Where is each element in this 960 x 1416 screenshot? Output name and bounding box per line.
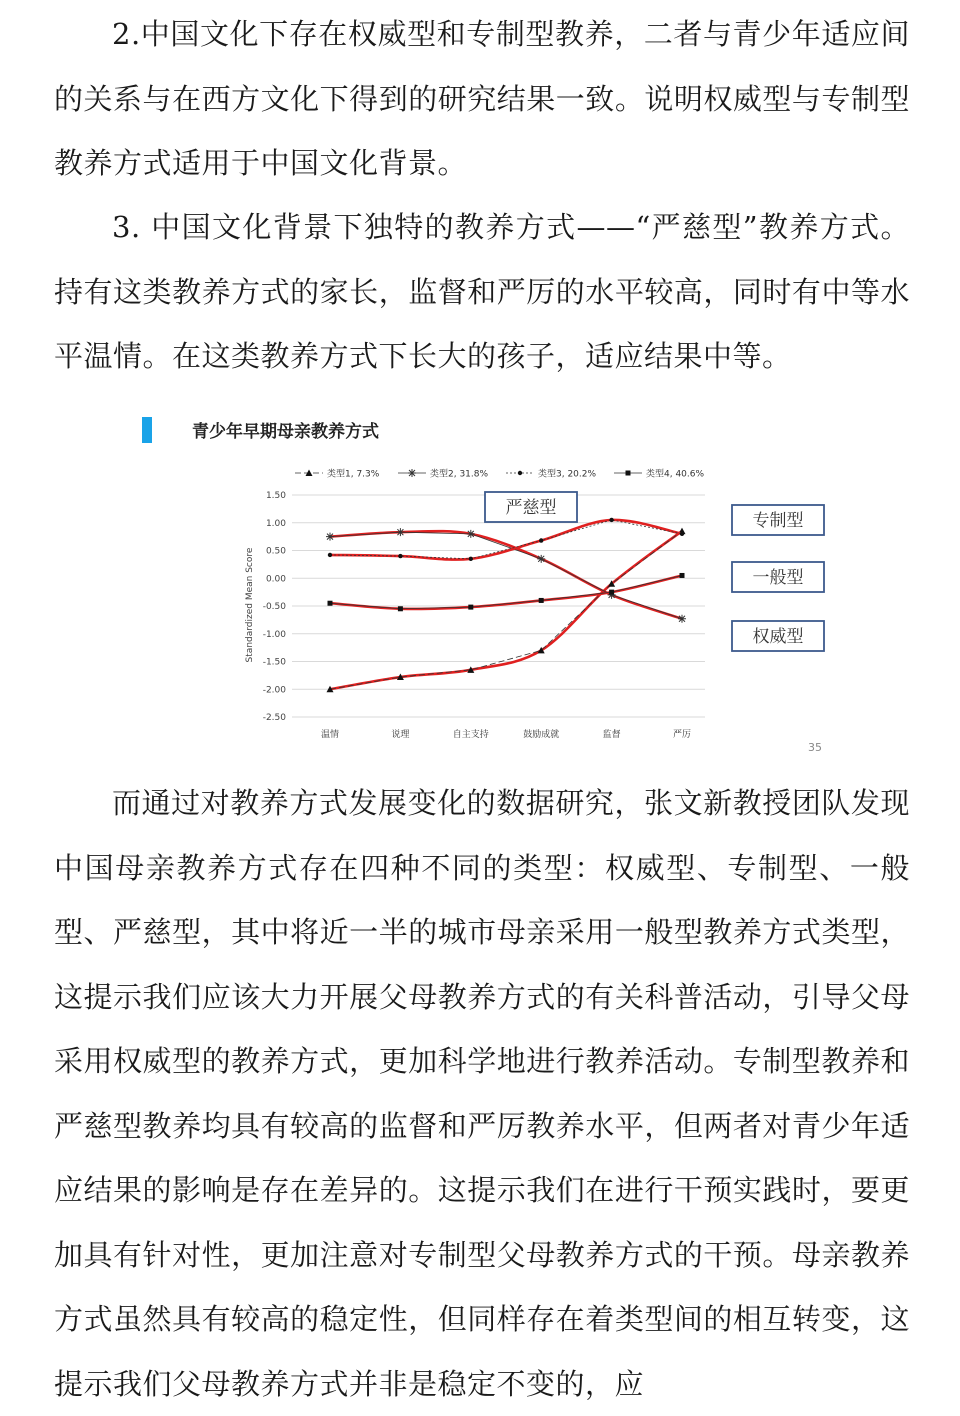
data-point (539, 598, 544, 603)
x-axis-ticks (321, 728, 691, 740)
legend-label: 类型1, 7.3% (327, 469, 380, 480)
data-point (398, 554, 402, 558)
chart-callouts (485, 492, 824, 651)
callout-label: 权威型 (752, 627, 804, 647)
x-tick-label: 监督 (602, 730, 621, 740)
chart-title: 青少年早期母亲教养方式 (192, 422, 379, 442)
callout-label: 专制型 (752, 511, 804, 531)
series-line-red (330, 520, 682, 560)
line-chart (140, 405, 840, 760)
y-tick-label: -0.50 (262, 602, 286, 612)
data-point (328, 553, 332, 557)
data-point (678, 615, 686, 623)
data-point (328, 601, 333, 606)
x-tick-label: 温情 (320, 730, 340, 740)
y-axis-label: Standardized Mean Score (245, 547, 255, 663)
callout-label: 一般型 (752, 568, 804, 588)
data-point (626, 471, 631, 476)
y-tick-label: -1.00 (262, 629, 286, 640)
x-tick-label: 自主支持 (452, 730, 489, 740)
data-point (537, 555, 545, 563)
x-tick-label: 鼓励成就 (523, 730, 560, 740)
chart-series (326, 518, 686, 692)
data-point (609, 590, 614, 595)
legend-label: 类型2, 31.8% (430, 469, 489, 480)
callout-label: 严慈型 (505, 498, 557, 518)
y-tick-label: -2.00 (262, 685, 286, 696)
y-tick-label: 0.00 (265, 574, 286, 585)
data-point (396, 528, 404, 536)
title-accent-bar (142, 417, 152, 443)
data-point (518, 471, 522, 475)
series-line (330, 520, 682, 559)
data-point (680, 532, 684, 536)
y-tick-label: 1.50 (265, 491, 286, 501)
figure-parenting-styles (140, 405, 840, 760)
data-point (469, 557, 473, 561)
y-tick-label: -1.50 (262, 657, 286, 668)
data-point (398, 606, 403, 611)
data-point (408, 469, 416, 477)
legend-label: 类型4, 40.6% (646, 469, 705, 480)
y-tick-label: 1.00 (265, 518, 286, 529)
x-tick-label: 严厉 (672, 730, 692, 740)
y-tick-label: -2.50 (262, 713, 286, 723)
legend-label: 类型3, 20.2% (538, 469, 597, 480)
y-axis-ticks (263, 491, 287, 723)
series-line (330, 575, 682, 608)
y-tick-label: 0.50 (265, 546, 286, 557)
data-point (467, 530, 475, 538)
data-point (609, 518, 613, 522)
paragraph-four-types-discussion: 而通过对教养方式发展变化的数据研究，张文新教授团队发现中国母亲教养方式存在四种不同的类型：权威型、专制型、一般型、严慈型，其中将近一半的城市母亲采用一般型教养方式类型，这提示我们应该大力开展父母教养方式的有关科普活动，引导父母采用权威型的教养方式，更加科学地进行教养活动。专制型教养和严慈型教养均具有较高的监督和严厉教养水平，但两者对青少年适应结果的影响是存在差异的。这提示我们在进行干预实践时，要更加具有针对性，更加注意对专制型父母教养方式的干预。母亲教养方式虽然具有较高的稳定性，但同样存在着类型间的相互转变，这提示我们父母教养方式并非是稳定不变的，应 (54, 786, 910, 1401)
data-point (468, 605, 473, 610)
paragraph-strict-kind-style: 3. 中国文化背景下独特的教养方式——“严慈型”教养方式。持有这类教养方式的家长，监督和严厉的水平较高，同时有中等水平温情。在这类教养方式下长大的孩子，适应结果中等。 (54, 210, 910, 373)
slide-number: 35 (808, 741, 822, 754)
paragraph-authoritative-authoritarian: 2.中国文化下存在权威型和专制型教养，二者与青少年适应间的关系与在西方文化下得到的研究结果一致。说明权威型与专制型教养方式适用于中国文化背景。 (54, 17, 910, 180)
data-point (539, 538, 543, 542)
chart-legend (295, 468, 704, 480)
x-tick-label: 说理 (391, 730, 410, 740)
data-point (326, 533, 334, 541)
series-3 (328, 518, 684, 561)
data-point (680, 573, 685, 578)
